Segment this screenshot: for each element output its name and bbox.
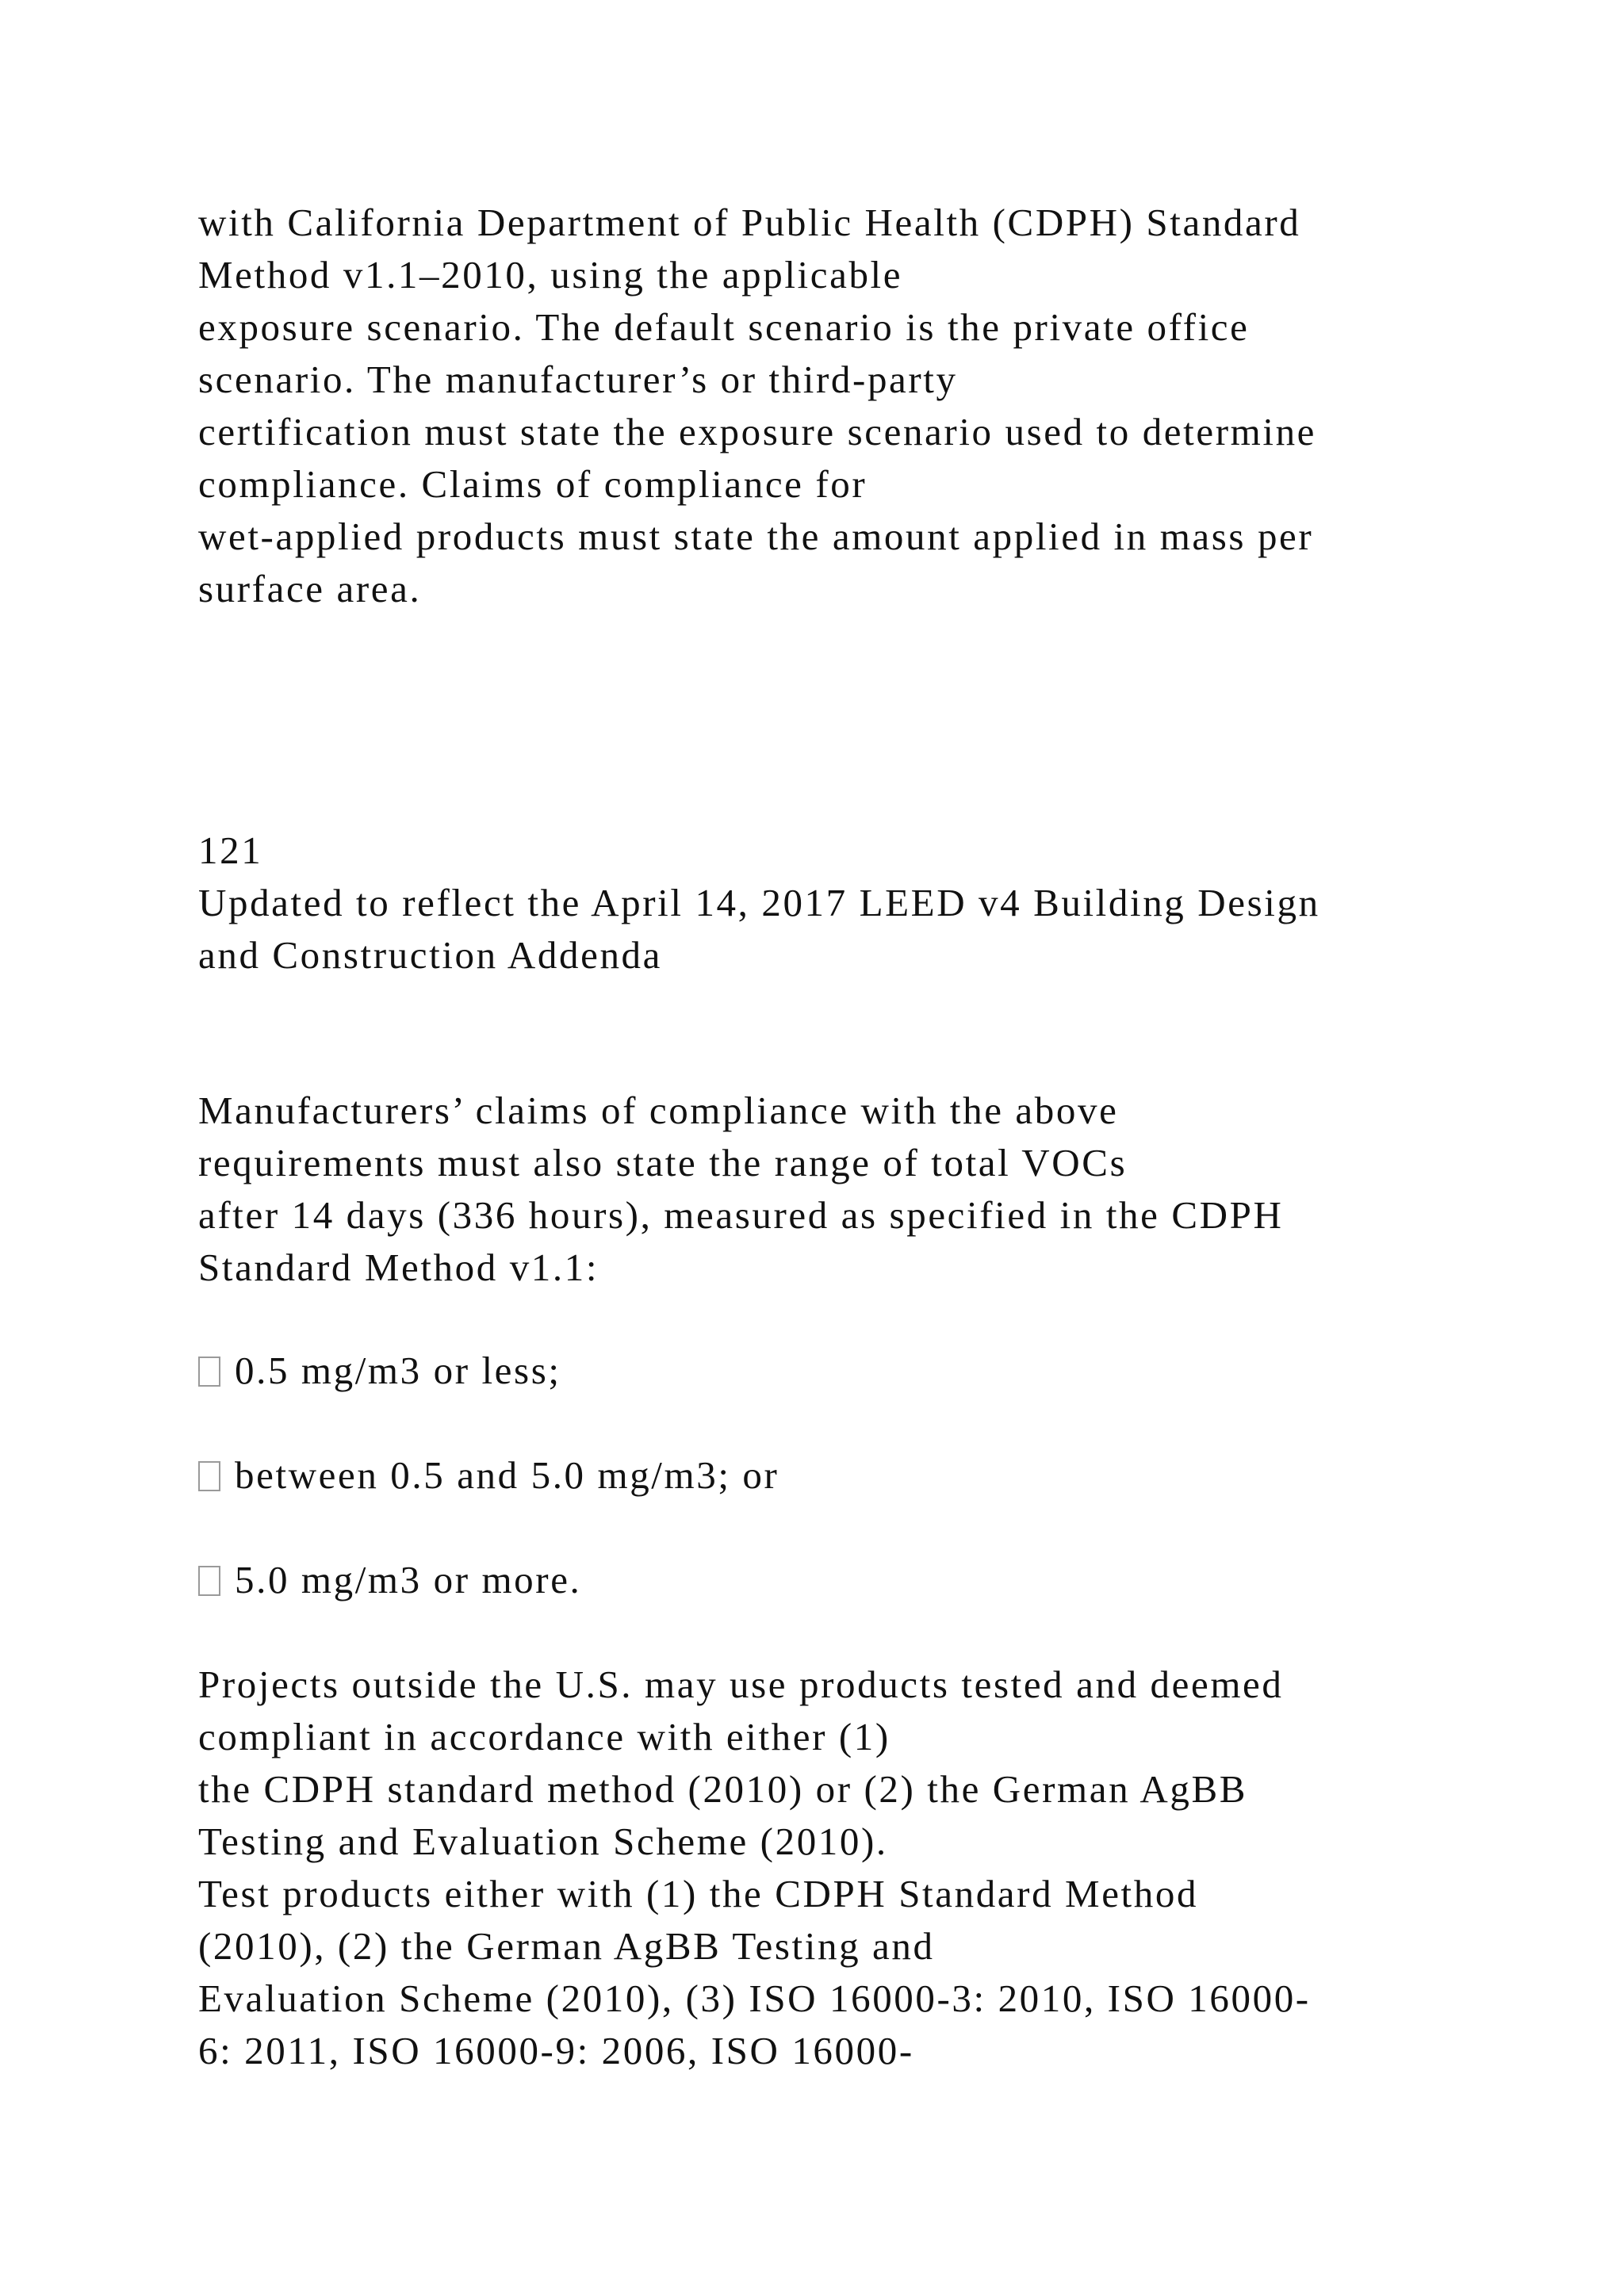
text-line: Method v1.1–2010, using the applicable bbox=[198, 253, 903, 297]
list-item-text: 0.5 mg/m3 or less; bbox=[235, 1349, 561, 1392]
text-line: the CDPH standard method (2010) or (2) the German AgBB bbox=[198, 1767, 1248, 1811]
text-line: exposure scenario. The default scenario is the private office bbox=[198, 305, 1250, 349]
text-line: certification must state the exposure scenario used to determine bbox=[198, 410, 1317, 453]
text-line: 6: 2011, ISO 16000-9: 2006, ISO 16000- bbox=[198, 2029, 914, 2072]
text-line: Evaluation Scheme (2010), (3) ISO 16000-3: 2010, ISO 16000- bbox=[198, 1976, 1311, 2020]
text-line: scenario. The manufacturer’s or third-party bbox=[198, 358, 958, 401]
list-item-text: 5.0 mg/m3 or more. bbox=[235, 1558, 582, 1601]
text-line: after 14 days (336 hours), measured as specified in the CDPH bbox=[198, 1193, 1284, 1237]
text-line: wet-applied products must state the amount applied in mass per bbox=[198, 515, 1314, 558]
bullet-box-icon bbox=[198, 1357, 220, 1387]
page-number bbox=[198, 825, 1467, 877]
text-line: Manufacturers’ claims of compliance with the above bbox=[198, 1089, 1119, 1132]
text-line: Test products either with (1) the CDPH Standard Method bbox=[198, 1872, 1199, 1915]
text-line: Testing and Evaluation Scheme (2010). bbox=[198, 1820, 888, 1863]
text-line: with California Department of Public Health (CDPH) Standard bbox=[198, 201, 1301, 244]
list-item-text: between 0.5 and 5.0 mg/m3; or bbox=[235, 1453, 779, 1497]
text-line: (2010), (2) the German AgBB Testing and bbox=[198, 1924, 935, 1968]
text-line: and Construction Addenda bbox=[198, 933, 662, 977]
text-line: Projects outside the U.S. may use products tested and deemed bbox=[198, 1663, 1284, 1706]
text-line: compliance. Claims of compliance for bbox=[198, 462, 868, 506]
bullet-box-icon bbox=[198, 1566, 220, 1596]
paragraph-outside-us bbox=[198, 1659, 1467, 2077]
list-item bbox=[198, 1554, 581, 1606]
bullet-box-icon bbox=[198, 1461, 220, 1491]
text-line: surface area. bbox=[198, 567, 422, 610]
page-number-text: 121 bbox=[198, 828, 263, 872]
text-line: Standard Method v1.1: bbox=[198, 1246, 599, 1289]
text-line: compliant in accordance with either (1) bbox=[198, 1715, 891, 1758]
text-line: requirements must also state the range of total VOCs bbox=[198, 1141, 1128, 1184]
paragraph-cdph-method bbox=[198, 197, 1467, 615]
text-line: Updated to reflect the April 14, 2017 LEED v4 Building Design bbox=[198, 881, 1320, 924]
list-item bbox=[198, 1345, 561, 1397]
list-item bbox=[198, 1449, 779, 1502]
paragraph-voc-range bbox=[198, 1085, 1467, 1294]
update-note bbox=[198, 877, 1467, 982]
